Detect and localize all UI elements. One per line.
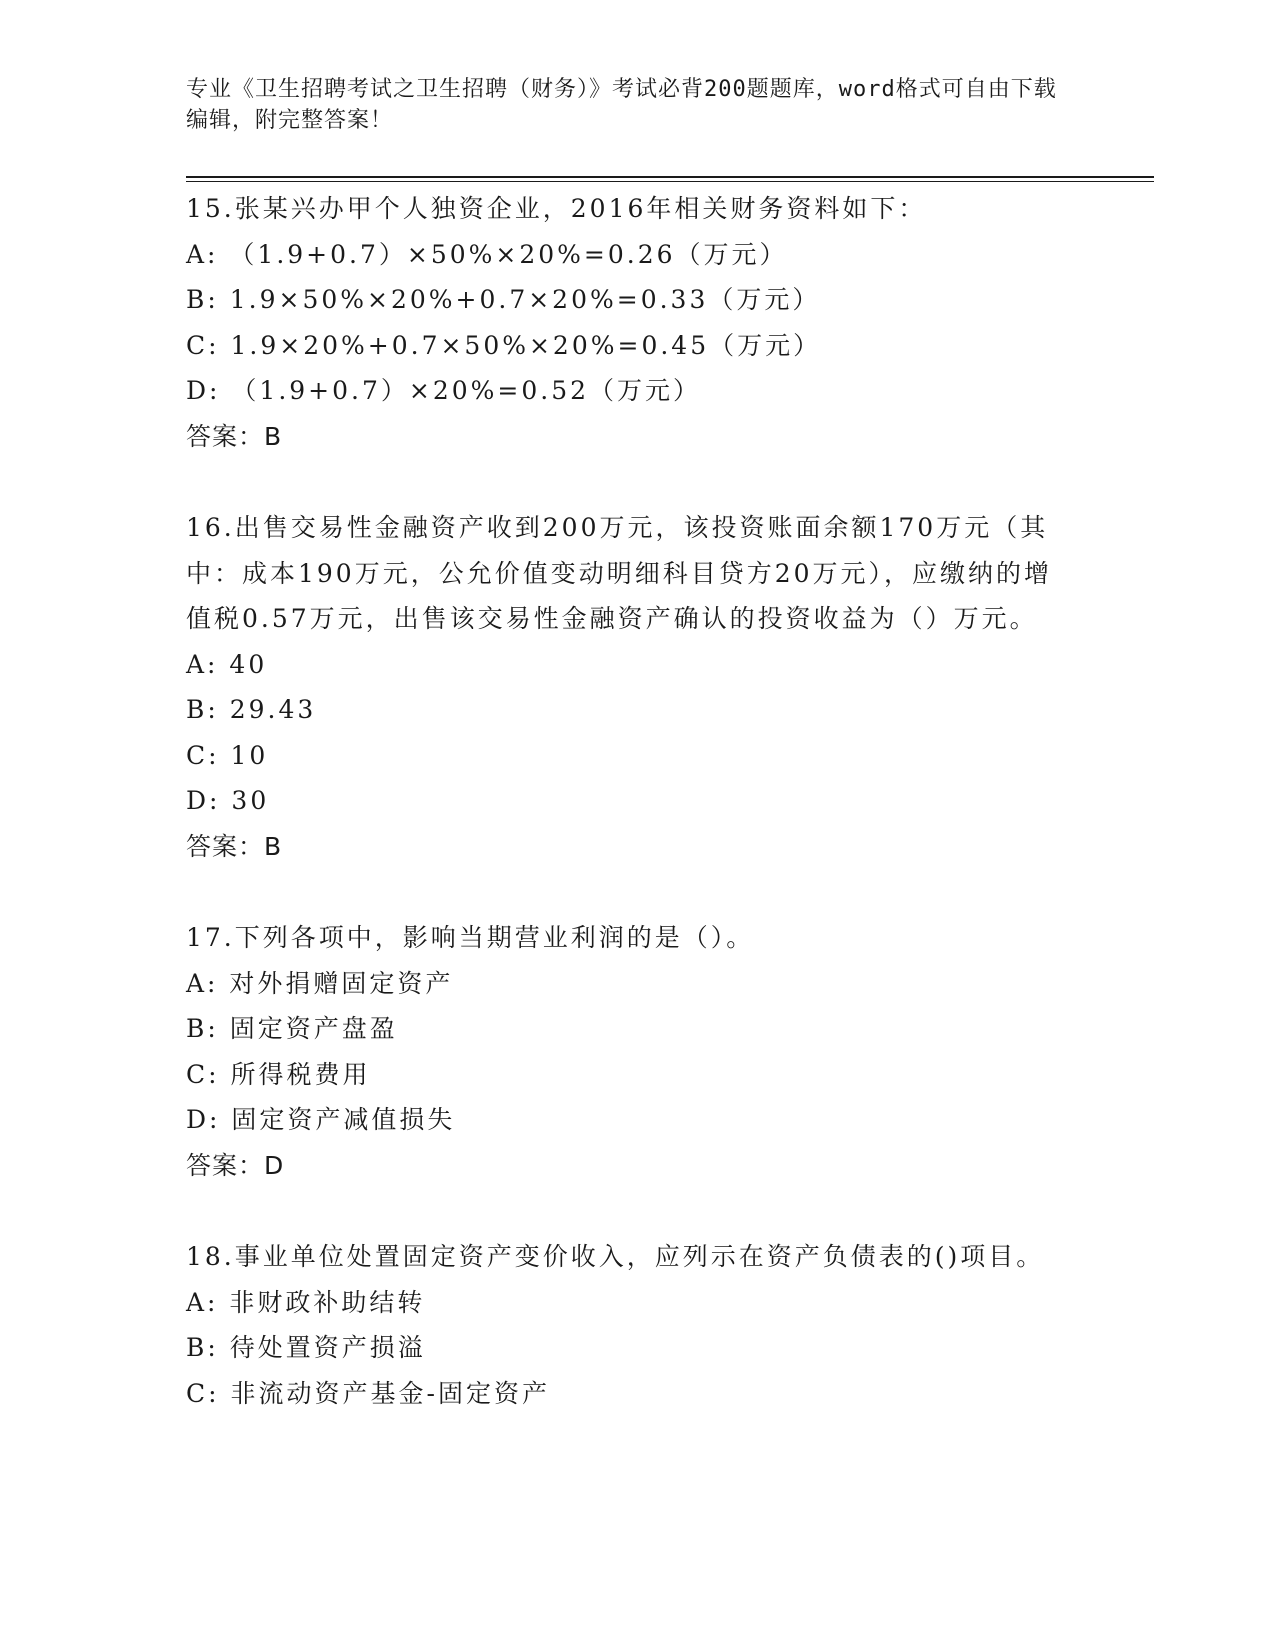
option-d: D: 固定资产减值损失: [186, 1105, 456, 1134]
option-c: C: 所得税费用: [186, 1059, 371, 1089]
answer-line: 答案：D: [186, 1150, 285, 1180]
question-17: [186, 915, 1086, 1188]
option-a: A: 非财政补助结转: [186, 1287, 426, 1317]
question-16: [186, 505, 1086, 869]
header-divider-thin: [186, 181, 1154, 182]
option-a: A: 40: [186, 649, 268, 679]
option-d: D: 30: [186, 786, 270, 815]
option-b: B: 待处置资产损溢: [186, 1333, 426, 1362]
question-stem: 17.下列各项中，影响当期营业利润的是（）。: [186, 923, 755, 952]
option-b: B: 1.9×50%×20%+0.7×20%=0.33（万元）: [186, 285, 821, 314]
option-c: C: 1.9×20%+0.7×50%×20%=0.45（万元）: [186, 330, 822, 360]
question-stem: 16.出售交易性金融资产收到200万元，该投资账面余额170万元（其中：成本190万元，公允价值变动明细科目贷方20万元），应缴纳的增值税0.57万元，出售该交易性金融资产确认的投资收益为（）万元。: [186, 513, 1053, 633]
option-d: D: （1.9+0.7）×20%=0.52（万元）: [186, 376, 702, 405]
question-stem: 18.事业单位处置固定资产变价收入，应列示在资产负债表的()项目。: [186, 1242, 1045, 1271]
option-c: C: 10: [186, 740, 269, 770]
document-intro: 专业《卫生招聘考试之卫生招聘（财务）》考试必背200题题库，word格式可自由下载编辑，附完整答案！: [186, 77, 1057, 133]
option-a: A: （1.9+0.7）×50%×20%=0.26（万元）: [186, 239, 788, 269]
option-c: C: 非流动资产基金-固定资产: [186, 1378, 550, 1408]
option-b: B: 29.43: [186, 695, 317, 724]
answer-line: 答案：B: [186, 421, 283, 451]
question-15: [186, 186, 1086, 459]
option-a: A: 对外捐赠固定资产: [186, 968, 454, 998]
question-list: [186, 186, 1086, 1462]
question-18: [186, 1234, 1086, 1416]
question-stem: 15.张某兴办甲个人独资企业，2016年相关财务资料如下：: [186, 194, 927, 223]
header-divider-thick: [186, 176, 1154, 178]
answer-line: 答案：B: [186, 831, 283, 861]
option-b: B: 固定资产盘盈: [186, 1014, 398, 1043]
